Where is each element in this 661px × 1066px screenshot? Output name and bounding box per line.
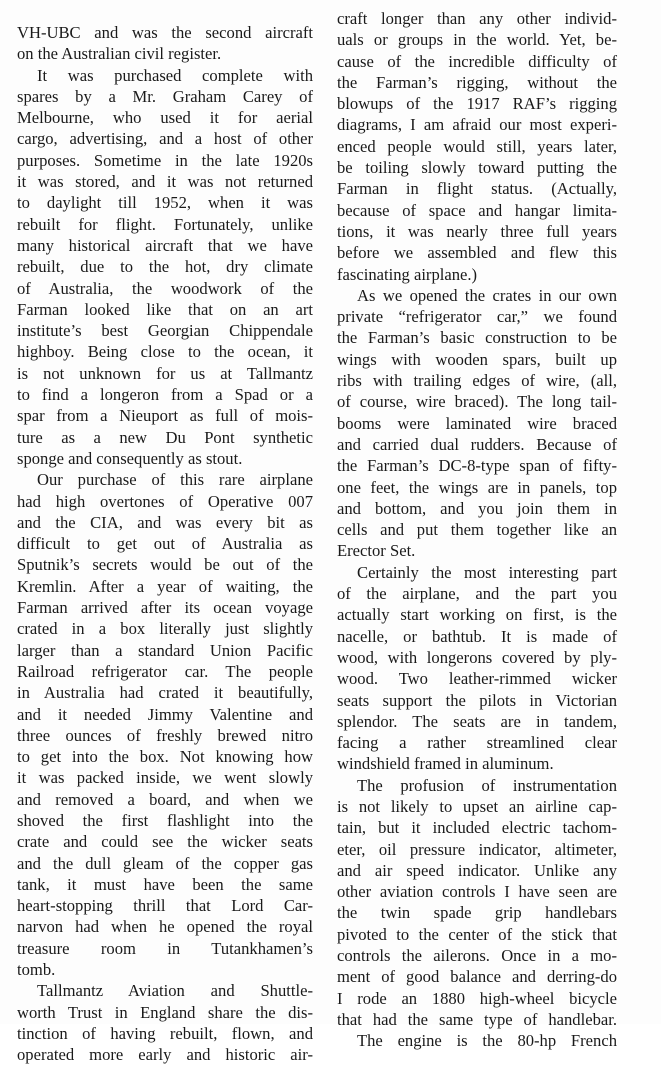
text-line: crate and could see the wicker seats xyxy=(17,832,313,852)
text-line: wings with wooden spars, built up xyxy=(337,349,617,369)
text-line: of course, wire braced). The long tail- xyxy=(337,392,617,412)
text-line: three ounces of freshly brewed nitro xyxy=(17,725,313,745)
text-line: one feet, the wings are in panels, top xyxy=(337,477,617,497)
text-line: tinction of having rebuilt, flown, and xyxy=(17,1023,313,1043)
text-line: narvon had when he opened the royal xyxy=(17,917,313,937)
text-line: before we assembled and flew this xyxy=(337,243,617,263)
text-line: seats support the pilots in Victorian xyxy=(337,690,617,710)
text-line: enced people would still, years later, xyxy=(337,136,617,156)
text-line: to daylight till 1952, when it was xyxy=(17,193,313,213)
text-line: of the airplane, and the part you xyxy=(337,584,617,604)
text-line: the Farman’s basic construction to be xyxy=(337,328,617,348)
text-line: many historical aircraft that we have xyxy=(17,235,313,255)
text-line: VH-UBC and was the second aircraft xyxy=(17,23,313,42)
text-line: the Farman’s rigging, without the xyxy=(337,72,617,92)
text-line: larger than a standard Union Pacific xyxy=(17,640,313,660)
text-line: Sputnik’s secrets would be out of the xyxy=(17,555,313,575)
text-line: and carried dual rudders. Because of xyxy=(337,434,617,454)
text-line: tain, but it included electric tachom- xyxy=(337,818,617,838)
text-line: Certainly the most interesting part xyxy=(357,562,617,582)
text-line: other aviation controls I have seen are xyxy=(337,882,617,902)
text-line: on the Australian civil register. xyxy=(17,44,222,64)
text-line: spares by a Mr. Graham Carey of xyxy=(17,86,313,106)
text-line: and air speed indicator. Unlike any xyxy=(337,860,617,880)
text-line: and the CIA, and was every bit as xyxy=(17,512,313,532)
text-line: rebuilt, due to the hot, dry climate xyxy=(17,257,313,277)
text-line: and the dull gleam of the copper gas xyxy=(17,853,313,873)
text-line: highboy. Being close to the ocean, it xyxy=(17,342,313,362)
text-line: facing a rather streamlined clear xyxy=(337,733,617,753)
text-line: The profusion of instrumentation xyxy=(357,775,617,795)
text-line: It was purchased complete with xyxy=(37,65,313,85)
text-line: the Farman’s DC-8-type span of fifty- xyxy=(337,456,617,476)
text-line: of Australia, the woodwork of the xyxy=(17,278,313,298)
text-line: had high overtones of Operative 007 xyxy=(17,491,313,511)
text-line: sponge and consequently as stout. xyxy=(17,448,243,468)
text-line: ribs with trailing edges of wire, (all, xyxy=(337,371,617,391)
text-line: fascinating airplane.) xyxy=(337,264,478,284)
text-line: operated more early and historic air- xyxy=(17,1045,313,1065)
text-line: in Australia had crated it beautifully, xyxy=(17,683,313,703)
text-line: and removed a board, and when we xyxy=(17,789,313,809)
text-line: tank, it must have been the same xyxy=(17,874,313,894)
text-line: wood. Two leather-rimmed wicker xyxy=(337,669,617,689)
text-line: Erector Set. xyxy=(337,541,416,561)
text-line: worth Trust in England share the dis- xyxy=(17,1002,313,1022)
text-line: Kremlin. After a year of waiting, the xyxy=(17,576,313,596)
text-line: eter, oil pressure indicator, altimeter, xyxy=(337,839,617,859)
text-line: Farman arrived after its ocean voyage xyxy=(17,598,313,618)
text-line: ment of good balance and derring-do xyxy=(337,967,617,987)
text-line: rebuilt for flight. Fortunately, unlike xyxy=(17,214,313,234)
text-line: ture as a new Du Pont synthetic xyxy=(17,427,313,447)
text-line: actually start working on first, is the xyxy=(337,605,617,625)
text-line: and it needed Jimmy Valentine and xyxy=(17,704,313,724)
text-line: and bottom, and you join them in xyxy=(337,498,617,518)
text-line: private “refrigerator car,” we found xyxy=(337,307,617,327)
text-line: it was packed inside, we went slowly xyxy=(17,768,313,788)
left-text-column xyxy=(17,22,313,1066)
text-line: nacelle, or bathtub. It is made of xyxy=(337,626,617,646)
text-line: Tallmantz Aviation and Shuttle- xyxy=(37,981,313,1001)
text-line: booms were laminated wire braced xyxy=(337,413,617,433)
text-line: crated in a box literally just slightly xyxy=(17,619,313,639)
text-line: Our purchase of this rare airplane xyxy=(37,470,313,490)
text-line: controls the ailerons. Once in a mo- xyxy=(337,946,617,966)
text-line: spar from a Nieuport as full of mois- xyxy=(17,406,313,426)
text-line: tomb. xyxy=(17,960,56,980)
text-line: uals or groups in the world. Yet, be- xyxy=(337,30,617,50)
text-line: Farman looked like that on an art xyxy=(17,299,313,319)
text-line: windshield framed in aluminum. xyxy=(337,754,554,774)
text-line: pivoted to the center of the stick that xyxy=(337,924,617,944)
text-line: Railroad refrigerator car. The people xyxy=(17,661,313,681)
running-header-fragment xyxy=(14,0,64,2)
text-line: the twin spade grip handlebars xyxy=(337,903,617,923)
text-line: because of space and hangar limita- xyxy=(337,200,617,220)
running-header-text xyxy=(14,0,64,2)
text-line: As we opened the crates in our own xyxy=(357,285,617,305)
text-line: institute’s best Georgian Chippendale xyxy=(17,321,313,341)
text-line: craft longer than any other individ- xyxy=(337,9,617,28)
text-line: is not unknown for us at Tallmantz xyxy=(17,363,313,383)
right-text-column xyxy=(337,8,617,1052)
text-line: Farman in flight status. (Actually, xyxy=(337,179,617,199)
text-line: to get into the box. Not knowing how xyxy=(17,747,313,767)
text-line: is not likely to upset an airline cap- xyxy=(337,796,617,816)
text-line: Melbourne, who used it for aerial xyxy=(17,108,313,128)
text-line: cells and put them together like an xyxy=(337,520,617,540)
text-line: to find a longeron from a Spad or a xyxy=(17,385,313,405)
text-line: diagrams, I am afraid our most experi- xyxy=(337,115,617,135)
text-line: that had the same type of handlebar. xyxy=(337,1009,617,1029)
text-line: heart-stopping thrill that Lord Car- xyxy=(17,896,313,916)
text-line: cause of the incredible difficulty of xyxy=(337,51,617,71)
text-line: treasure room in Tutankhamen’s xyxy=(17,938,313,958)
text-line: The engine is the 80-hp French xyxy=(357,1031,617,1051)
text-line: blowups of the 1917 RAF’s rigging xyxy=(337,94,617,114)
text-line: cargo, advertising, and a host of other xyxy=(17,129,313,149)
text-line: shoved the first flashlight into the xyxy=(17,810,313,830)
text-line: it was stored, and it was not returned xyxy=(17,172,313,192)
text-line: difficult to get out of Australia as xyxy=(17,534,313,554)
text-line: I rode an 1880 high-wheel bicycle xyxy=(337,988,617,1008)
text-line: purposes. Sometime in the late 1920s xyxy=(17,150,313,170)
text-line: tions, it was nearly three full years xyxy=(337,221,617,241)
text-line: wood, with longerons covered by ply- xyxy=(337,647,617,667)
text-line: splendor. The seats are in tandem, xyxy=(337,711,617,731)
text-line: be toiling slowly toward putting the xyxy=(337,158,617,178)
